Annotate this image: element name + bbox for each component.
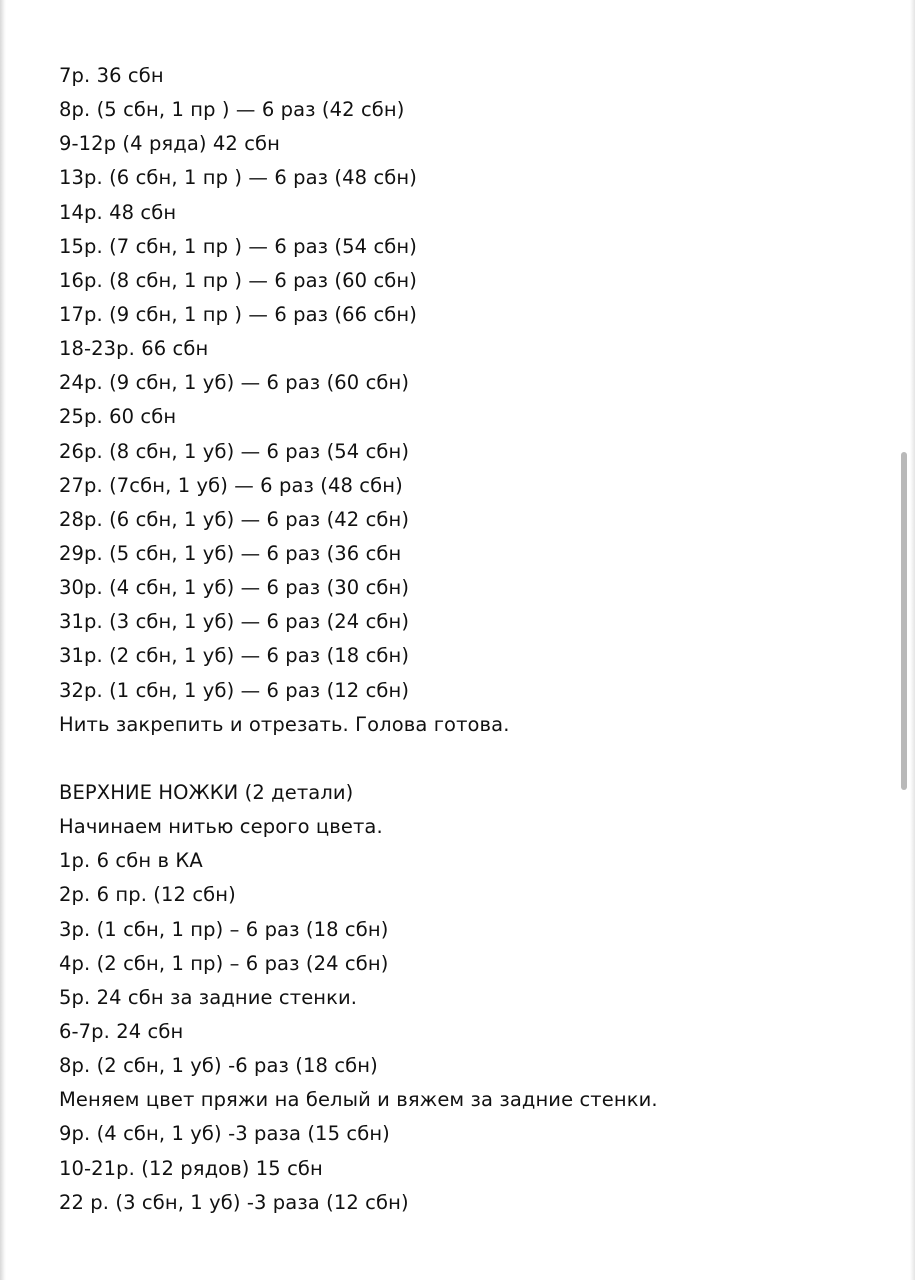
pattern-row: 15р. (7 сбн, 1 пр ) — 6 раз (54 сбн) [59, 234, 417, 258]
vertical-scrollbar-thumb[interactable] [901, 452, 907, 790]
pattern-row: 26р. (8 сбн, 1 уб) — 6 раз (54 сбн) [59, 439, 410, 463]
pattern-row: 4р. (2 сбн, 1 пр) – 6 раз (24 сбн) [59, 951, 389, 975]
pattern-row: 24р. (9 сбн, 1 уб) — 6 раз (60 сбн) [59, 371, 410, 395]
pattern-row: 8р. (5 сбн, 1 пр ) — 6 раз (42 сбн) [59, 98, 405, 122]
pattern-row: 31р. (2 сбн, 1 уб) — 6 раз (18 сбн) [59, 644, 410, 668]
pattern-row: 25р. 60 сбн [59, 405, 177, 429]
section-title: ВЕРХНИЕ НОЖКИ (2 детали) [59, 780, 354, 804]
pattern-row: 32р. (1 сбн, 1 уб) — 6 раз (12 сбн) [59, 678, 410, 702]
pattern-row: 29р. (5 сбн, 1 уб) — 6 раз (36 сбн [59, 541, 402, 565]
page-left-edge [0, 0, 6, 1280]
pattern-row: 8р. (2 сбн, 1 уб) -6 раз (18 сбн) [59, 1054, 378, 1078]
pattern-row: 10-21р. (12 рядов) 15 сбн [59, 1156, 323, 1180]
pattern-row: 9р. (4 сбн, 1 уб) -3 раза (15 сбн) [59, 1122, 390, 1146]
pattern-row: 14р. 48 сбн [59, 200, 177, 224]
pattern-row: 9-12р (4 ряда) 42 сбн [59, 132, 280, 156]
pattern-row: 27р. (7сбн, 1 уб) — 6 раз (48 сбн) [59, 473, 403, 497]
pattern-row: 30р. (4 сбн, 1 уб) — 6 раз (30 сбн) [59, 576, 410, 600]
pattern-row: 5р. 24 сбн за задние стенки. [59, 985, 358, 1009]
pattern-row: 31р. (3 сбн, 1 уб) — 6 раз (24 сбн) [59, 610, 410, 634]
pattern-note: Начинаем нитью серого цвета. [59, 815, 383, 839]
pattern-row: 22 р. (3 сбн, 1 уб) -3 раза (12 сбн) [59, 1190, 409, 1214]
pattern-row: 16р. (8 сбн, 1 пр ) — 6 раз (60 сбн) [59, 268, 417, 292]
document-body [59, 59, 889, 1220]
pattern-row: 13р. (6 сбн, 1 пр ) — 6 раз (48 сбн) [59, 166, 417, 190]
paragraph-gap [59, 742, 889, 776]
pattern-row: 3р. (1 сбн, 1 пр) – 6 раз (18 сбн) [59, 917, 389, 941]
pattern-row: 28р. (6 сбн, 1 уб) — 6 раз (42 сбн) [59, 507, 410, 531]
pattern-row: 6-7р. 24 сбн [59, 1019, 184, 1043]
pattern-row: 2р. 6 пр. (12 сбн) [59, 883, 236, 907]
pattern-row: 7р. 36 сбн [59, 64, 164, 87]
pattern-row: 18-23р. 66 сбн [59, 337, 209, 361]
page-right-edge [910, 0, 915, 1280]
pattern-row: 1р. 6 сбн в КА [59, 849, 203, 873]
pattern-note: Меняем цвет пряжи на белый и вяжем за задние стенки. [59, 1088, 658, 1112]
pattern-row: 17р. (9 сбн, 1 пр ) — 6 раз (66 сбн) [59, 302, 417, 326]
pattern-note: Нить закрепить и отрезать. Голова готова. [59, 712, 510, 736]
